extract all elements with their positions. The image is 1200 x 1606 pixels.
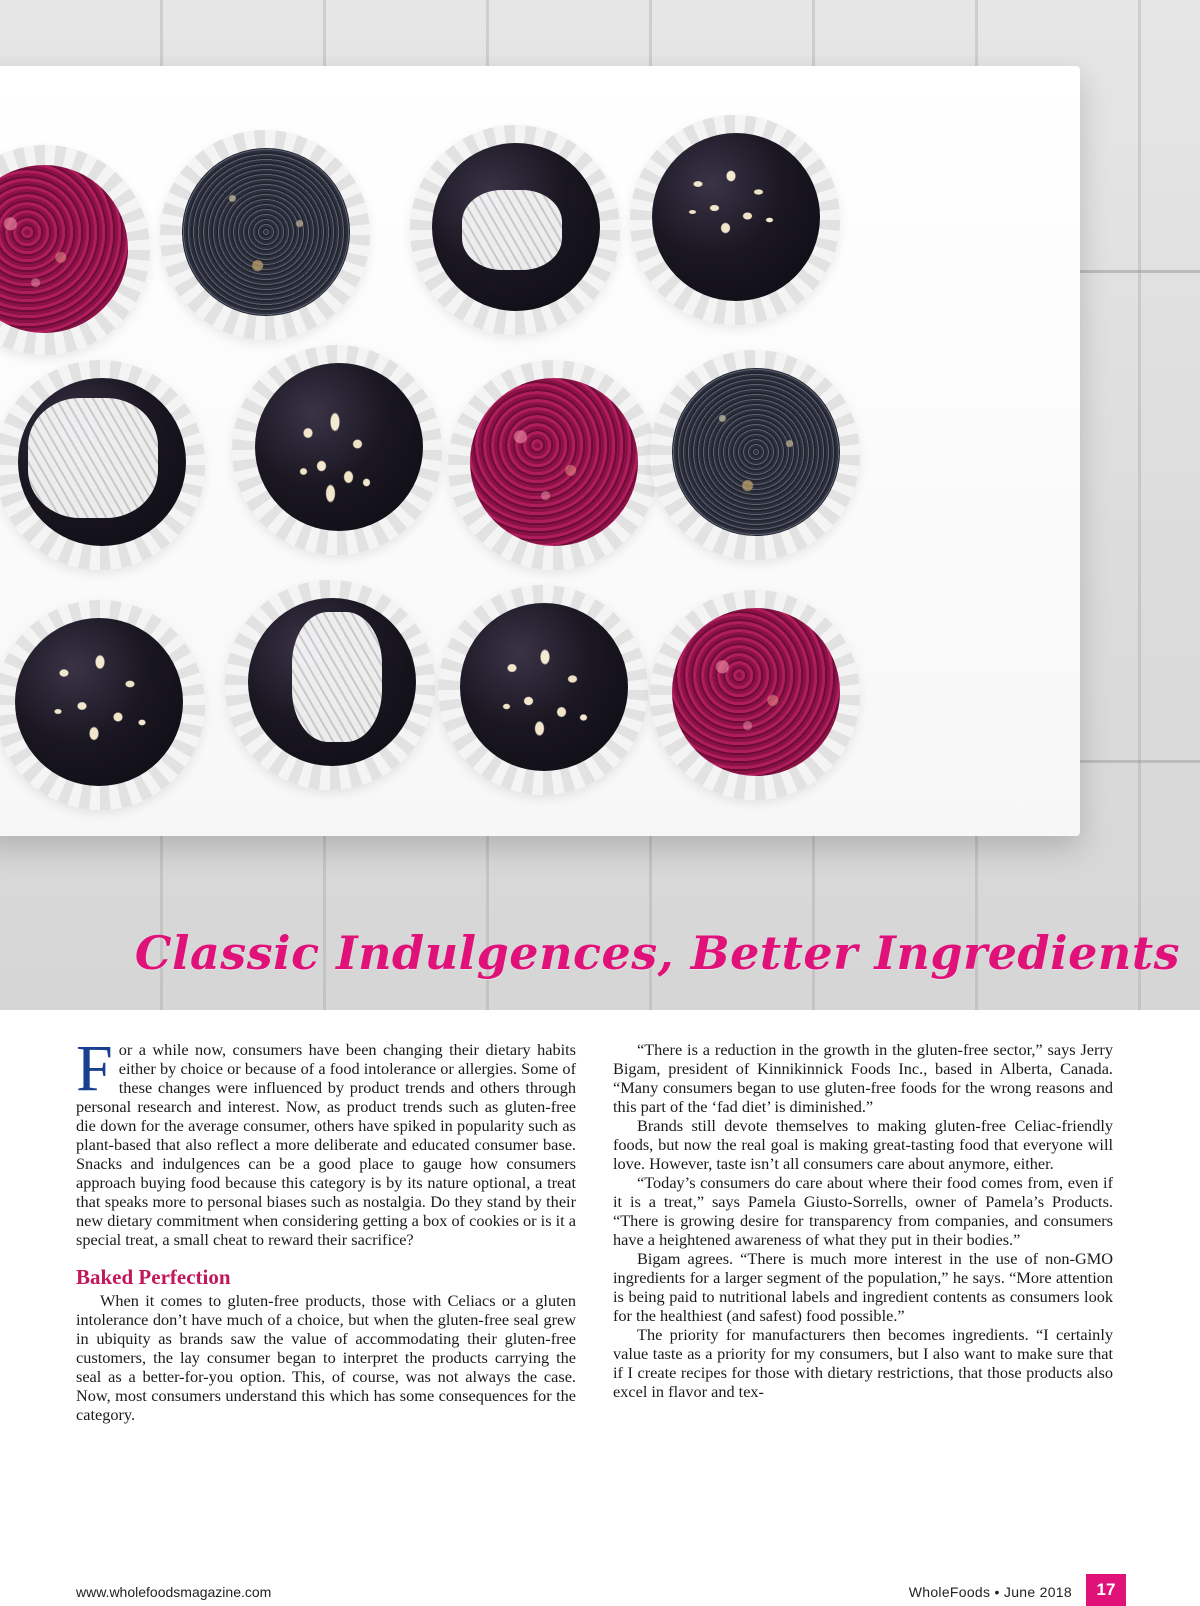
article-column-right	[613, 1040, 1113, 1401]
floor-tile-seam	[1080, 270, 1200, 273]
sesame-topping	[290, 400, 380, 510]
drop-cap: F	[76, 1032, 113, 1105]
sesame-topping	[490, 635, 600, 745]
article-column-left	[76, 1032, 576, 1424]
coconut-topping	[462, 190, 562, 270]
truffle-poppy-seed	[182, 148, 350, 316]
coconut-topping	[292, 612, 382, 742]
section-subhead: Baked Perfection	[76, 1265, 231, 1289]
footer-issue: WholeFoods • June 2018	[908, 1584, 1072, 1600]
intro-paragraph	[76, 1032, 576, 1249]
body-paragraph: “There is a reduction in the growth in the gluten-free sector,” says Jerry Bigam, president of Kinnikinnick Foods Inc., based in Alberta, Canada. “Many consumers began to use gluten-free foods for the wrong reasons and this part of the ‘fad diet’ is diminished.”	[613, 1040, 1113, 1116]
truffle-poppy-seed	[672, 368, 840, 536]
sesame-topping	[40, 640, 160, 750]
article-headline: Classic Indulgences, Better Ingredients	[134, 925, 1180, 980]
truffle-rose-petal	[470, 378, 638, 546]
body-paragraph: “Today’s consumers do care about where their food comes from, even if it is a treat,” says Pamela Giusto-Sorrells, owner of Pamela’s Products. “There is growing desire for transparency from companies, and consumers have a heightened awareness of what they put in their bodies.”	[613, 1173, 1113, 1249]
body-paragraph: When it comes to gluten-free products, those with Celiacs or a gluten intolerance don’t have much of a choice, but when the gluten-free seal grew in ubiquity as brands saw the value of accommodating their gluten-free customers, the lay consumer began to interpret the products carrying the seal as a better-for-you option. This, of course, was not always the case. Now, most consumers understand this which has some consequences for the category.	[76, 1291, 576, 1424]
truffle-rose-petal	[672, 608, 840, 776]
sesame-topping	[676, 160, 786, 240]
page-number-badge: 17	[1086, 1574, 1126, 1606]
floor-tile-seam	[1080, 760, 1200, 763]
body-paragraph: The priority for manufacturers then becomes ingredients. “I certainly value taste as a priority for my consumers, but I also want to make sure that if I create recipes for those with dietary restrictions, that those products also excel in flavor and tex-	[613, 1325, 1113, 1401]
intro-text: or a while now, consumers have been changing their dietary habits either by choice or because of a food intolerance or allergies. Some of these changes were influenced by product trends and others through personal research and interest. Now, as product trends such as gluten-free die down for the average consumer, others have spiked in popularity such as plant-based that also reflect a more deliberate and educated consumer base. Snacks and indulgences can be a good place to gauge how consumers approach buying food because this category is by its nature optional, a treat that speaks more to personal biases such as nostalgia. Do they stand by their new dietary commitment when considering getting a box of cookies or is it a special treat, a small cheat to reward their sacrifice?	[76, 1040, 576, 1249]
coconut-topping	[28, 398, 158, 518]
body-paragraph: Brands still devote themselves to making gluten-free Celiac-friendly foods, but now the real goal is making great-tasting food that everyone will love. However, taste isn’t all consumers care about anymore, either.	[613, 1116, 1113, 1173]
body-paragraph: Bigam agrees. “There is much more interest in the use of non-GMO ingredients for a larger segment of the population,” he says. “More attention is being paid to nutritional labels and ingredient contents as consumers look for the healthiest (and safest) food possible.”	[613, 1249, 1113, 1325]
footer-website-link[interactable]: www.wholefoodsmagazine.com	[76, 1584, 272, 1600]
